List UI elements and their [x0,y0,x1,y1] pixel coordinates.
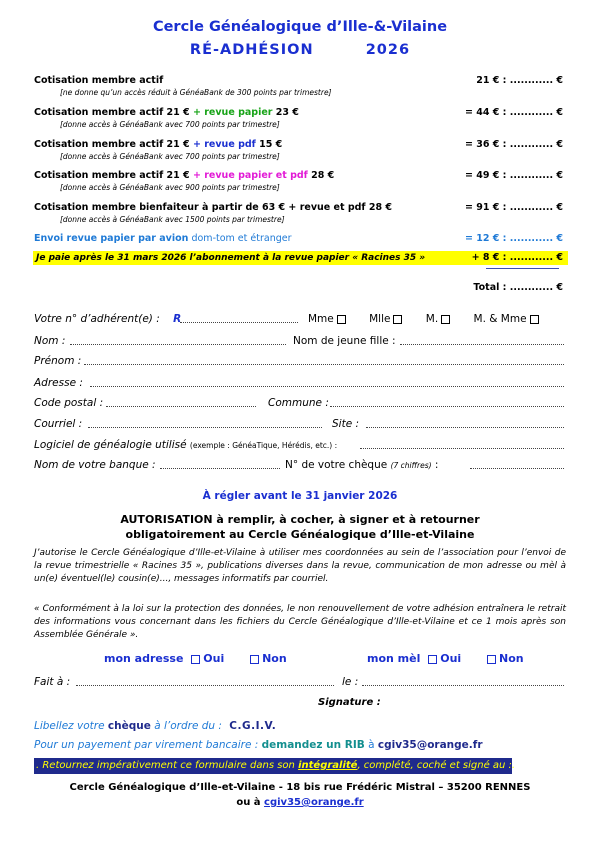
site-input[interactable] [366,427,564,428]
cheque-colon: : [434,459,439,471]
nom-jeune-fille-label: Nom de jeune fille : [293,335,396,347]
consent-adresse [104,652,287,665]
fee-pdf-option: + revue pdf [192,139,256,150]
fee-pdf-note: [donne accès à GénéaBank avec 700 points par trimestre] [60,152,280,161]
code-postal-label: Code postal : [34,397,104,409]
courriel-label: Courriel : [34,418,83,430]
fee-papier-base: Cotisation membre actif 21 € [34,107,190,118]
logiciel-label: Logiciel de généalogie utilisé [34,439,187,451]
mme-checkbox[interactable] [337,315,346,324]
return-text-c: , complété, coché et signé au :. [357,760,516,771]
m-label: M. [425,313,439,325]
org-title: Cercle Généalogique d’Ille-&-Vilaine [152,19,448,35]
mlle-label: Mlle [369,313,391,325]
mel-oui-label: Oui [440,652,462,665]
title-year: 2026 [365,42,411,58]
fee-papier-pdf-option: + revue papier et pdf [192,170,308,181]
fee-pdf-price: 15 € [259,139,283,150]
adresse-non-label: Non [262,652,287,665]
mel-oui-checkbox[interactable] [428,655,437,664]
m-mme-label: M. & Mme [473,313,527,325]
title-text: RÉ-ADHÉSION [189,42,314,58]
adresse-non-checkbox[interactable] [250,655,259,664]
cheque-payee: C.G.I.V. [229,720,277,732]
code-postal-input[interactable] [106,406,256,407]
civility-row [308,313,539,325]
cheque-line [34,720,276,732]
cheque-hint: (7 chiffres) [390,461,432,470]
adresse-label: Adresse : [34,377,83,389]
mel-non-checkbox[interactable] [487,655,496,664]
fee-avion-label [34,233,292,245]
virement-rib: demandez un RIB [261,739,365,751]
consent-mel-label: mon mèl [367,652,421,665]
fee-papier-pdf-base: Cotisation membre actif 21 € [34,170,190,181]
m-checkbox[interactable] [441,315,450,324]
fee-papier-pdf-label [34,170,334,182]
cheque-word: chèque [107,720,151,732]
banque-label: Nom de votre banque : [34,459,156,471]
virement-line [34,739,483,751]
fee-papier-pdf-amount: = 49 € : ............ € [464,170,563,181]
adresse-oui-checkbox[interactable] [191,655,200,664]
nom-input[interactable] [70,344,286,345]
site-label: Site : [332,418,360,430]
fee-papier-option: + revue papier [192,107,273,118]
fee-late-label: Je paie après le 31 mars 2026 l’abonnement à la revue papier « Racines 35 » [36,253,426,263]
footer-ou: ou à [236,797,261,808]
fee-avion-amount: = 12 € : ............ € [464,233,563,244]
fee-avion-main: Envoi revue papier par avion [34,233,189,244]
prenom-label: Prénom : [34,355,82,367]
logiciel-row [34,439,337,451]
fee-total: Total : ............ € [473,282,563,293]
fee-papier-pdf-price: 28 € [311,170,335,181]
fee-avion-dest: dom-tom et étranger [191,233,292,244]
virement-email[interactable]: cgiv35@orange.fr [377,739,483,751]
fee-pdf-base: Cotisation membre actif 21 € [34,139,190,150]
logiciel-example: (exemple : GénéaTique, Hérédis, etc.) : [189,441,338,450]
fee-pdf-label [34,139,282,151]
total-divider [486,268,559,269]
virement-a: à [368,739,375,751]
cheque-label: N° de votre chèque [285,459,388,471]
nom-jeune-fille-input[interactable] [400,344,564,345]
civility-mlle[interactable] [369,313,402,325]
civility-m[interactable] [426,313,450,325]
fee-papier-price: 23 € [275,107,299,118]
commune-label: Commune : [268,397,329,409]
fee-late-amount: + 8 € : ............ € [471,252,563,263]
footer-email-link[interactable]: cgiv35@orange.fr [264,797,364,808]
signature-label: Signature : [318,697,381,708]
fait-input[interactable] [76,685,334,686]
page-title [0,42,600,58]
mme-label: Mme [308,313,334,325]
mlle-checkbox[interactable] [393,315,402,324]
courriel-input[interactable] [88,427,322,428]
logiciel-input[interactable] [360,448,564,449]
cheque-row [285,459,438,471]
nom-label: Nom : [34,335,66,347]
fee-papier-pdf-note: [donne accès à GénéaBank avec 900 points par trimestre] [60,183,280,192]
m-mme-checkbox[interactable] [530,315,539,324]
fee-papier-note: [donne accès à GénéaBank avec 700 points par trimestre] [60,120,280,129]
fee-papier-label [34,107,299,119]
return-text [36,760,515,771]
fee-actif-note: [ne donne qu’un accès réduit à GénéaBank de 300 points par trimestre] [60,88,332,97]
adresse-oui-label: Oui [203,652,225,665]
commune-input[interactable] [330,406,564,407]
adherent-prefix: R [173,313,182,325]
cheque-rest: à l’ordre du : [154,720,222,732]
le-input[interactable] [362,685,564,686]
fee-actif-amount: 21 € : ............ € [476,75,563,86]
cheque-input[interactable] [470,468,564,469]
fee-papier-amount: = 44 € : ............ € [464,107,563,118]
prenom-input[interactable] [84,364,564,365]
footer-address: Cercle Généalogique d’Ille-et-Vilaine - 18 bis rue Frédéric Mistral – 35200 RENNES [69,782,531,793]
mel-non-label: Non [499,652,524,665]
fait-label: Fait à : [34,676,71,688]
le-label: le : [342,676,359,688]
civility-m-mme[interactable] [474,313,539,325]
fee-pdf-amount: = 36 € : ............ € [464,139,563,150]
adresse-input[interactable] [90,386,564,387]
banque-input[interactable] [160,468,280,469]
auth-title-2: obligatoirement au Cercle Généalogique d’Ille-et-Vilaine [125,528,475,541]
consent-adresse-label: mon adresse [104,652,184,665]
virement-text: Pour un payement par virement bancaire : [34,739,259,751]
fee-bienfaiteur-label: Cotisation membre bienfaiteur à partir de 63 € + revue et pdf 28 € [34,202,393,213]
consent-mel [367,652,524,665]
return-text-a: . Retournez impérativement ce formulaire dans son [36,760,295,771]
auth-paragraph-2: « Conformément à la loi sur la protection des données, le non renouvellement de votre adhésion entraînera le retrait des informations vous concernant dans les fichiers du Cercle Généalogique d’Ille-et-Vilaine et ce 1 mois après son Assemblée Générale ». [34,604,566,640]
auth-title-1: AUTORISATION à remplir, à cocher, à signer et à retourner [120,513,480,526]
deadline: À régler avant le 31 janvier 2026 [202,490,398,502]
civility-mme[interactable] [308,313,346,325]
fee-actif-label: Cotisation membre actif [34,75,164,86]
cheque-text: Libellez votre [34,720,105,732]
footer-email-line [0,797,600,808]
fee-bienfaiteur-amount: = 91 € : ............ € [464,202,563,213]
adherent-input[interactable] [180,322,298,323]
auth-paragraph-1: J’autorise le Cercle Généalogique d’Ille-et-Vilaine à utiliser mes coordonnées au sein de l’association pour l’envoi de la revue trimestrielle « Racines 35 », publications diverses dans la revue, communication de mon adresse ou mèl à un(e) éventuel(le) cousin(e)..., messages informatifs par courriel. [34,548,566,584]
fee-bienfaiteur-note: [donne accès à GénéaBank avec 1500 points par trimestre] [60,215,285,224]
adherent-label: Votre n° d’adhérent(e) : [34,313,160,325]
return-text-b: intégralité [298,760,358,771]
